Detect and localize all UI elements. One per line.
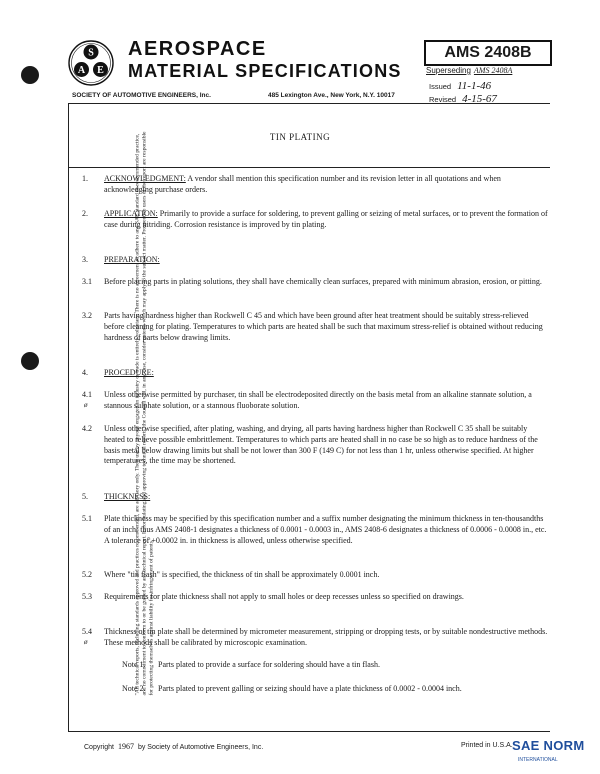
section-text: Plate thickness may be specified by this specification number and a suffix number designating the minimum thickness in ten-thousandths of an inch; thus AMS 2408-1 designates a thickness of 0.0001 - 0.0003 in., AMS 2408-6 designates a thickness of 0.0006 - 0.0008 in., etc. A tolerance of +0.0002 in. in thickness is allowed, unless otherwise specified. bbox=[104, 514, 547, 545]
section-number: 5.4 bbox=[82, 627, 92, 636]
section-heading: PROCEDURE: bbox=[104, 368, 154, 377]
note-label: Note 2. bbox=[122, 684, 146, 693]
section-text: Primarily to provide a surface for soldering, to prevent galling or seizing of metal surfaces, or to prevent the formation of case during nitriding. Corrosion resistance is improved by tin plating. bbox=[104, 209, 548, 229]
logo-letter: A bbox=[77, 65, 86, 76]
section-text: Where "tin flash" is specified, the thickness of tin shall be approximately 0.0001 inch. bbox=[104, 570, 380, 579]
header-rule bbox=[68, 103, 550, 104]
punch-hole bbox=[21, 352, 39, 370]
section-number: 3.1 bbox=[82, 277, 92, 286]
sae-logo bbox=[68, 40, 114, 86]
copyright-holder: by Society of Automotive Engineers, Inc. bbox=[137, 744, 264, 751]
society-name: SOCIETY OF AUTOMOTIVE ENGINEERS, Inc. bbox=[72, 92, 211, 99]
section-number: 3. bbox=[82, 255, 88, 264]
section-text: A vendor shall mention this specification number and its revision letter in all quotations and when acknowledging purchase orders. bbox=[104, 174, 501, 194]
section-heading: ACKNOWLEDGMENT: bbox=[104, 174, 186, 183]
note-text: Parts plated to prevent galling or seizing should have a plate thickness of 0.0002 - 0.0004 inch. bbox=[158, 684, 462, 693]
revised-date: 4-15-67 bbox=[462, 93, 497, 105]
section-number: 2. bbox=[82, 209, 88, 218]
section-number: 5.2 bbox=[82, 570, 92, 579]
logo-letter: S bbox=[88, 47, 94, 59]
section-application bbox=[104, 209, 548, 231]
revised-label: Revised bbox=[429, 95, 457, 104]
section-number: 1. bbox=[82, 174, 88, 183]
note-label: Note 1. bbox=[122, 660, 146, 669]
section-text: Requirements for plate thickness shall not apply to small holes or deep recesses unless so specified on drawings. bbox=[104, 592, 464, 601]
advisory-note: "All technical reports, including standards approved and practices recommended, are advisory only. Their use by anyone engaged in industry or trade is entirely voluntary. There is no agreement to adhere to any SAE standard or recommended practice, and no commitment to conform to or be guided by any technical report. In formulating and approving technical reports, the Council will, in any case, consider patents which may apply to the subject matter. Prospective users of the report are responsible for protecting themselves against liability for infringement of patents." bbox=[134, 131, 155, 696]
section-heading: PREPARATION: bbox=[104, 255, 160, 264]
section-number: 4.1 bbox=[82, 390, 92, 399]
section-text: Parts having hardness higher than Rockwell C 45 and which have been ground after heat treatment should be suitably stress-relieved before cleaning for plating. Temperatures to which parts are heated shall be such that maximum stress-relief is obtained without reducing hardness of parts below drawing limits. bbox=[104, 311, 543, 342]
issued-label: Issued bbox=[429, 82, 452, 91]
section-number: 4. bbox=[82, 368, 88, 377]
document-title: TIN PLATING bbox=[269, 132, 331, 142]
revision-mark: ø bbox=[84, 638, 88, 646]
copyright-prefix: Copyright bbox=[84, 744, 114, 751]
section-heading: THICKNESS: bbox=[104, 492, 151, 501]
copyright-year: 1967 bbox=[117, 742, 134, 751]
header-title-line1: AEROSPACE bbox=[128, 38, 267, 60]
left-margin-rule bbox=[68, 103, 69, 731]
section-number: 5. bbox=[82, 492, 88, 501]
logo-letter: E bbox=[97, 65, 104, 76]
superseding bbox=[426, 66, 512, 75]
section-text: Unless otherwise specified, after plating, washing, and drying, all parts having hardness higher than Rockwell C 35 shall be suitably heated to relieve possible embrittlement. Temperatures to which parts are heated shall in no case be so high as to reduce hardness of the basis metal below drawing limits but shall be not lower than 300 F (149 C) for not less than 1 hr, unless otherwise specified. At higher temperatures, the time may be shortened. bbox=[104, 424, 538, 466]
section-number: 3.2 bbox=[82, 311, 92, 320]
issued-date: 11-1-46 bbox=[457, 80, 492, 92]
note-text: Parts plated to provide a surface for soldering should have a tin flash. bbox=[158, 660, 380, 669]
watermark-subtitle: INTERNATIONAL bbox=[518, 757, 558, 763]
issued-date-row bbox=[429, 80, 491, 92]
section-text: Thickness of tin plate shall be determined by micrometer measurement, stripping or dropping tests, or by suitable nondestructive methods. These methods shall be calibrated by microscopic examination. bbox=[104, 627, 548, 647]
society-address: 485 Lexington Ave., New York, N.Y. 10017 bbox=[268, 92, 395, 99]
section-text: Unless otherwise permitted by purchaser, tin shall be electrodeposited directly on the basis metal from an alkaline stannate solution, a stannous sulphate solution, or a stannous fluoborate solution. bbox=[104, 390, 532, 410]
copyright bbox=[84, 742, 263, 751]
sae-norm-watermark: SAE NORM bbox=[512, 738, 585, 753]
section-heading: APPLICATION: bbox=[104, 209, 158, 218]
superseding-value: AMS 2408A bbox=[473, 66, 513, 75]
section-number: 5.3 bbox=[82, 592, 92, 601]
section-acknowledgment bbox=[104, 174, 548, 196]
header-title-line2: MATERIAL SPECIFICATIONS bbox=[128, 61, 402, 81]
punch-hole bbox=[21, 66, 39, 84]
section-text: Before placing parts in plating solutions, they shall have chemically clean surfaces, prepared with minimum abrasion, erosion, or pitting. bbox=[104, 277, 542, 286]
footer-rule bbox=[68, 731, 550, 732]
spec-number: AMS 2408B bbox=[424, 40, 552, 66]
superseding-label: Superseding bbox=[426, 66, 471, 75]
section-number: 5.1 bbox=[82, 514, 92, 523]
revision-mark: ø bbox=[84, 401, 88, 409]
printed-in: Printed in U.S.A. bbox=[461, 742, 513, 749]
section-number: 4.2 bbox=[82, 424, 92, 433]
